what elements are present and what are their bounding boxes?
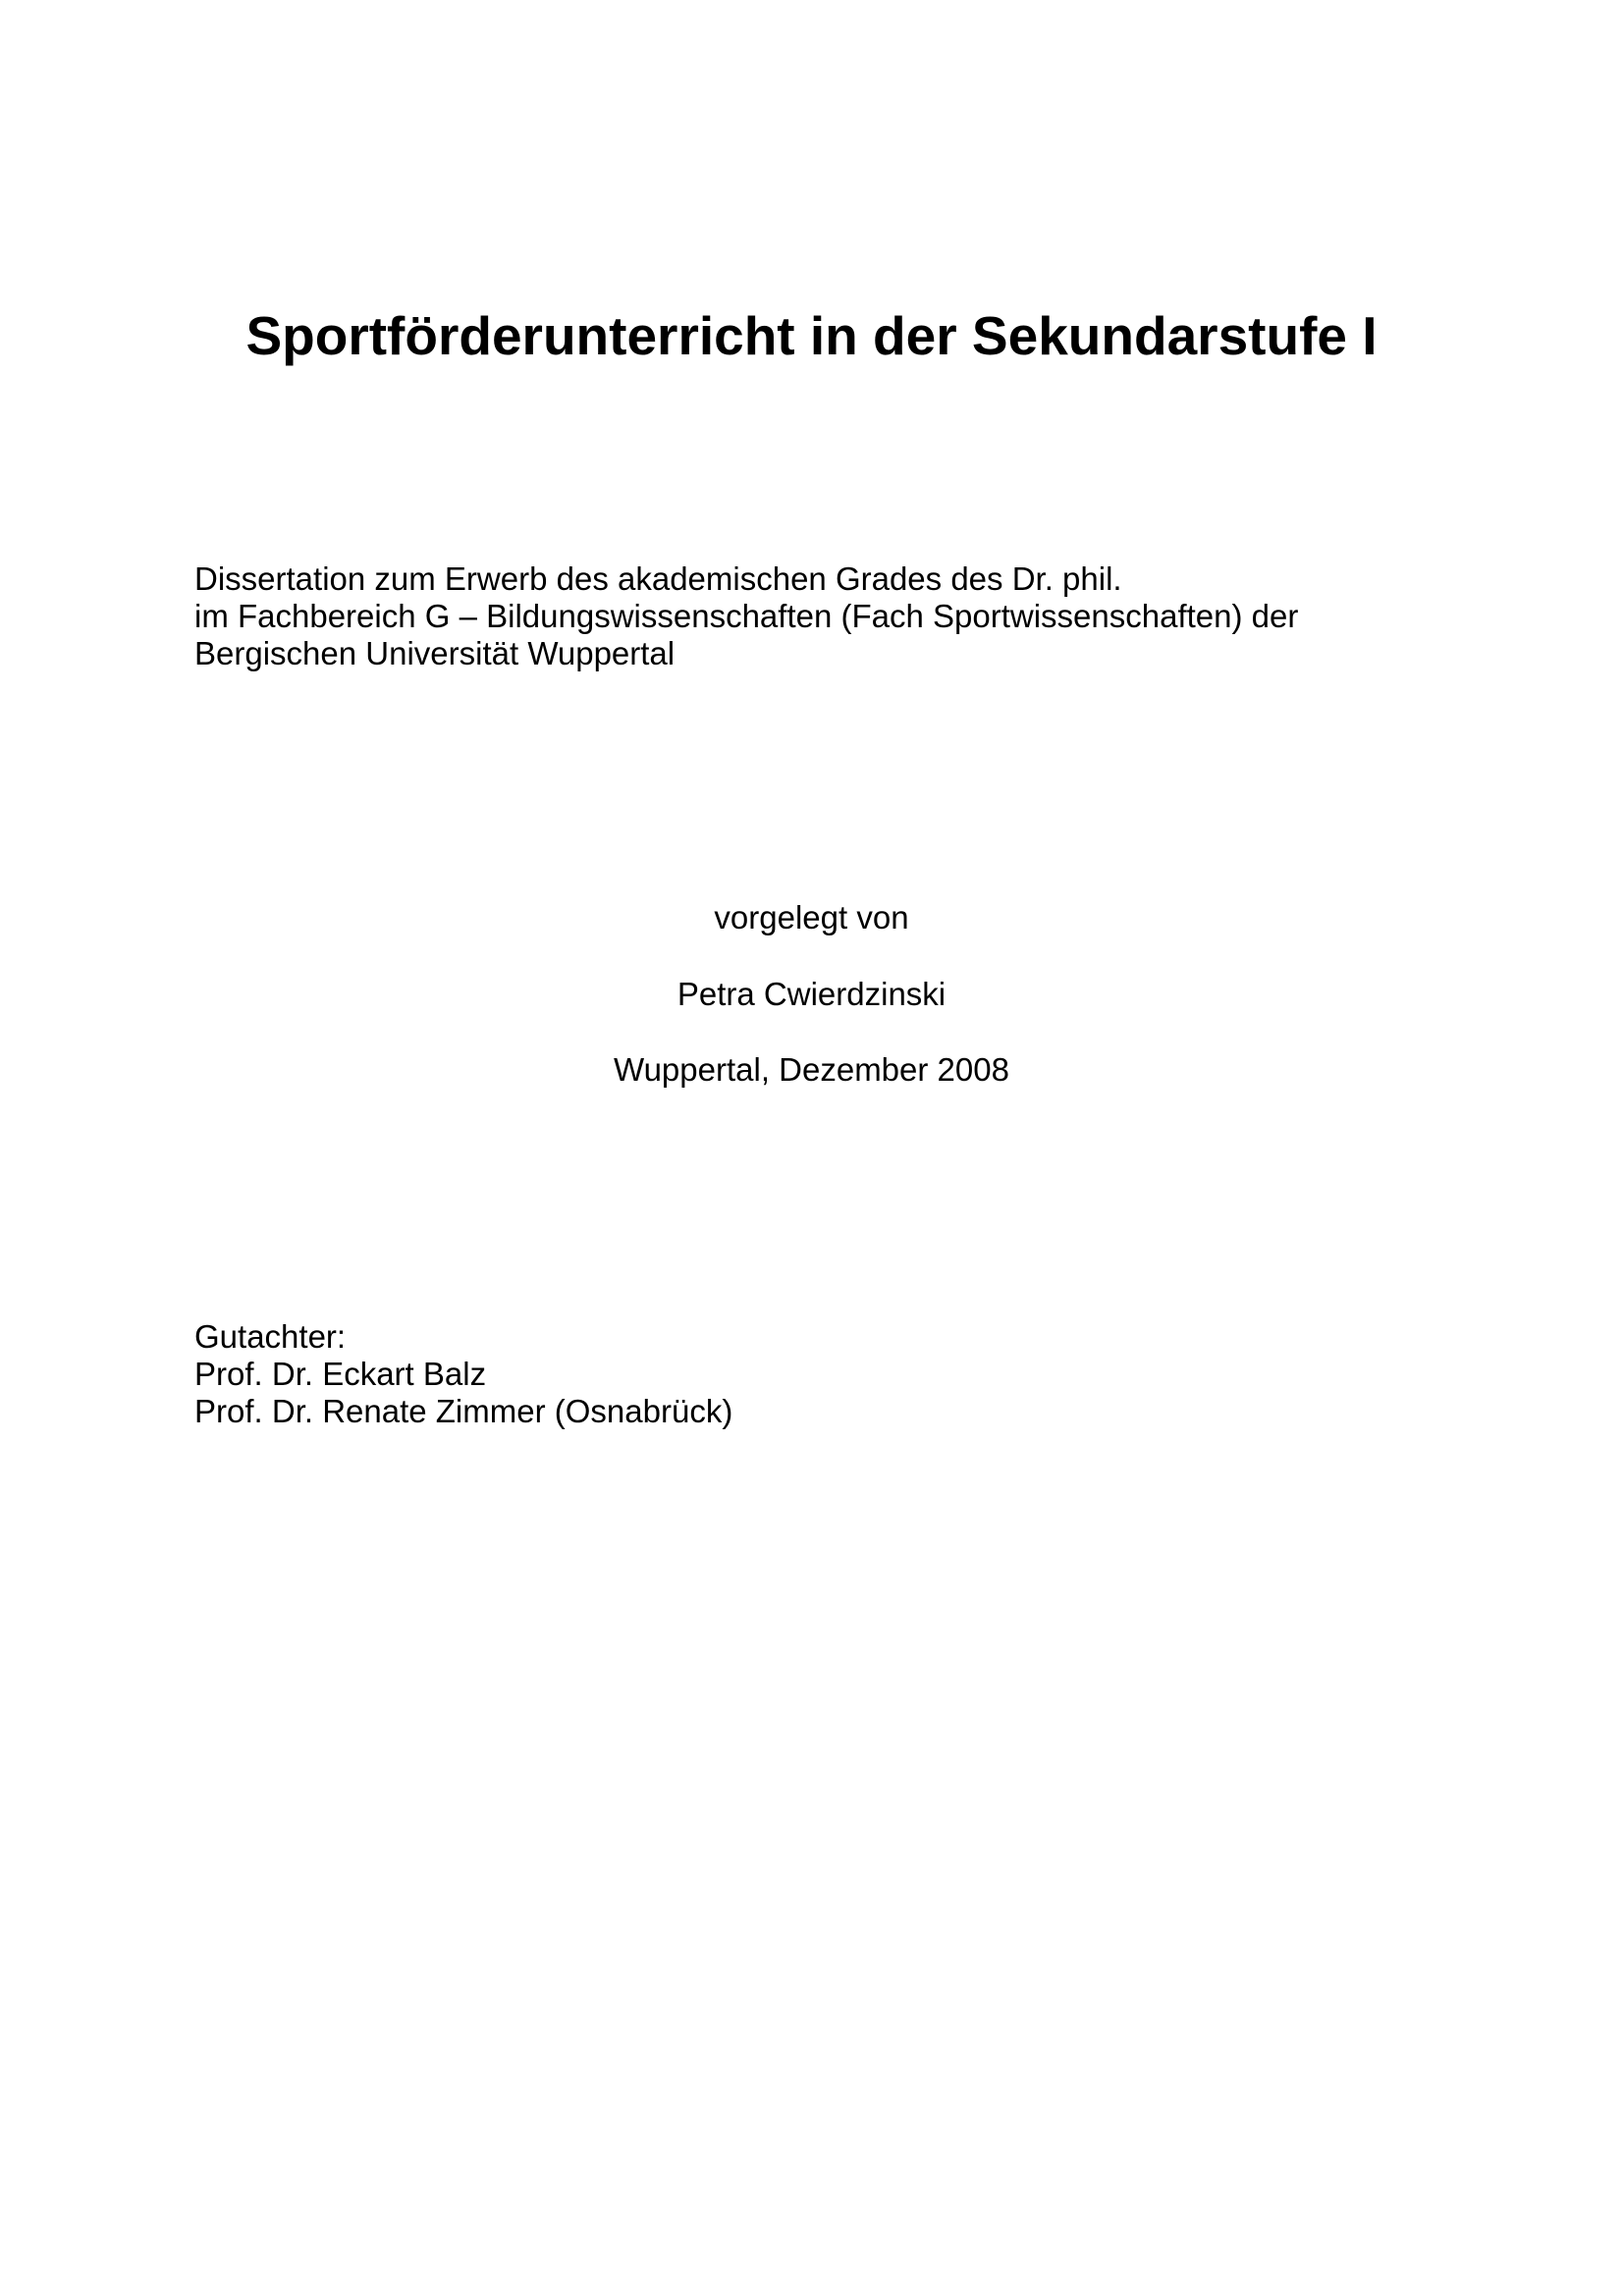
dissertation-line: im Fachbereich G – Bildungswissenschaften (Fach Sportwissenschaften) der [194, 598, 1299, 634]
reviewers-section [194, 1318, 1471, 1430]
reviewer-name: Prof. Dr. Renate Zimmer (Osnabrück) [194, 1393, 733, 1429]
dissertation-statement [194, 561, 1471, 672]
author-name: Petra Cwierdzinski [676, 976, 947, 1012]
reviewers-heading: Gutachter: [194, 1318, 347, 1355]
reviewer-name: Prof. Dr. Eckart Balz [194, 1356, 487, 1392]
document-title: Sportförderunterricht in der Sekundarstufe I [245, 305, 1378, 366]
place-and-date: Wuppertal, Dezember 2008 [614, 1051, 1009, 1088]
dissertation-line: Bergischen Universität Wuppertal [194, 635, 676, 671]
submitted-by-label: vorgelegt von [714, 899, 909, 935]
dissertation-line: Dissertation zum Erwerb des akademischen Grades des Dr. phil. [194, 561, 1122, 597]
